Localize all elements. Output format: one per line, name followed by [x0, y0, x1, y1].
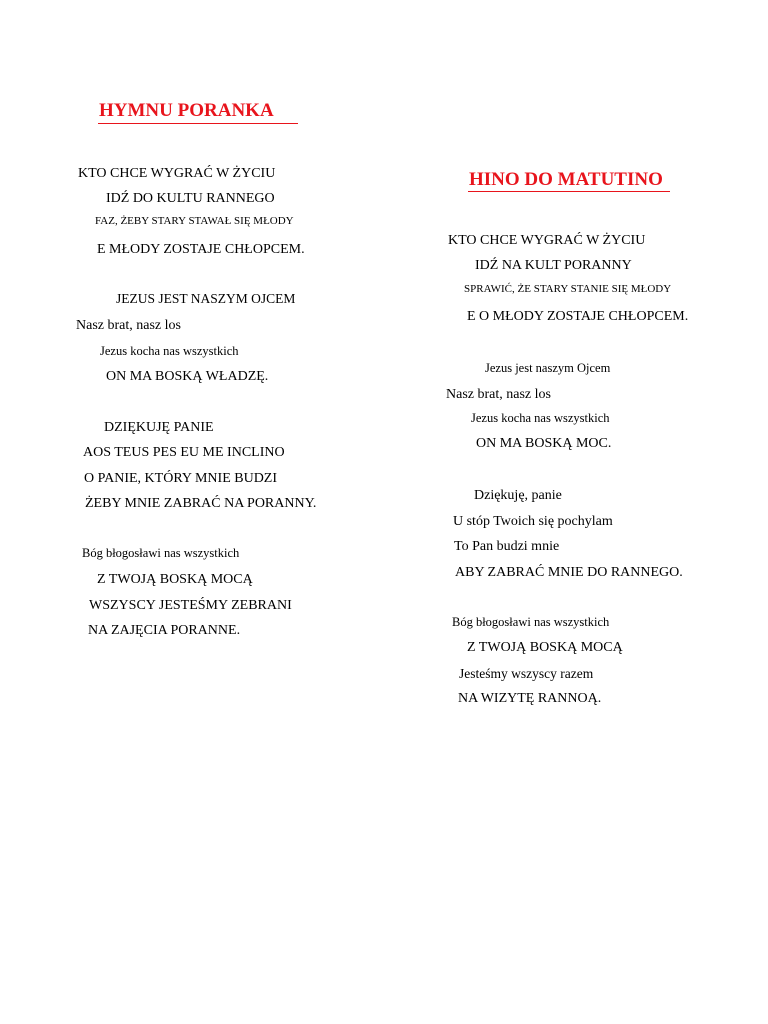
right-line-3: SPRAWIĆ, ŻE STARY STANIE SIĘ MŁODY	[464, 283, 672, 295]
left-line-12: ŻEBY MNIE ZABRAĆ NA PORANNY.	[85, 496, 317, 511]
left-line-10: AOS TEUS PES EU ME INCLINO	[83, 445, 285, 460]
right-line-16: NA WIZYTĘ RANNOĄ.	[458, 691, 602, 706]
left-line-11: O PANIE, KTÓRY MNIE BUDZI	[84, 471, 278, 486]
right-line-2: IDŹ NA KULT PORANNY	[475, 258, 632, 273]
left-line-13: Bóg błogosławi nas wszystkich	[82, 546, 240, 560]
left-line-8: ON MA BOSKĄ WŁADZĘ.	[106, 369, 269, 384]
left-line-2: IDŹ DO KULTU RANNEGO	[106, 191, 275, 206]
right-line-14: Z TWOJĄ BOSKĄ MOCĄ	[467, 640, 623, 655]
left-line-7: Jezus kocha nas wszystkich	[100, 344, 239, 358]
left-line-4: E MŁODY ZOSTAJE CHŁOPCEM.	[97, 242, 305, 257]
right-title-underline	[468, 191, 670, 192]
right-line-15: Jesteśmy wszyscy razem	[459, 666, 594, 681]
right-line-1: KTO CHCE WYGRAĆ W ŻYCIU	[448, 233, 646, 248]
left-line-15: WSZYSCY JESTEŚMY ZEBRANI	[89, 598, 292, 613]
right-line-11: To Pan budzi mnie	[454, 539, 560, 554]
right-line-5: Jezus jest naszym Ojcem	[485, 361, 611, 375]
left-line-9: DZIĘKUJĘ PANIE	[104, 420, 214, 435]
left-line-16: NA ZAJĘCIA PORANNE.	[88, 623, 241, 638]
right-line-7: Jezus kocha nas wszystkich	[471, 411, 610, 425]
right-title: HINO DO MATUTINO	[469, 169, 663, 190]
left-line-1: KTO CHCE WYGRAĆ W ŻYCIU	[78, 166, 276, 181]
right-line-9: Dziękuję, panie	[474, 488, 562, 503]
right-line-8: ON MA BOSKĄ MOC.	[476, 436, 612, 451]
left-line-6: Nasz brat, nasz los	[76, 318, 181, 333]
left-title: HYMNU PORANKA	[99, 100, 274, 121]
right-line-4: E O MŁODY ZOSTAJE CHŁOPCEM.	[467, 309, 689, 324]
left-line-14: Z TWOJĄ BOSKĄ MOCĄ	[97, 572, 253, 587]
right-line-6: Nasz brat, nasz los	[446, 387, 551, 402]
left-title-underline	[98, 123, 298, 124]
right-line-12: ABY ZABRAĆ MNIE DO RANNEGO.	[455, 565, 683, 580]
right-line-10: U stóp Twoich się pochylam	[453, 514, 613, 529]
right-line-13: Bóg błogosławi nas wszystkich	[452, 615, 610, 629]
left-line-5: JEZUS JEST NASZYM OJCEM	[116, 291, 296, 306]
left-line-3: FAZ, ŻEBY STARY STAWAŁ SIĘ MŁODY	[95, 215, 294, 227]
